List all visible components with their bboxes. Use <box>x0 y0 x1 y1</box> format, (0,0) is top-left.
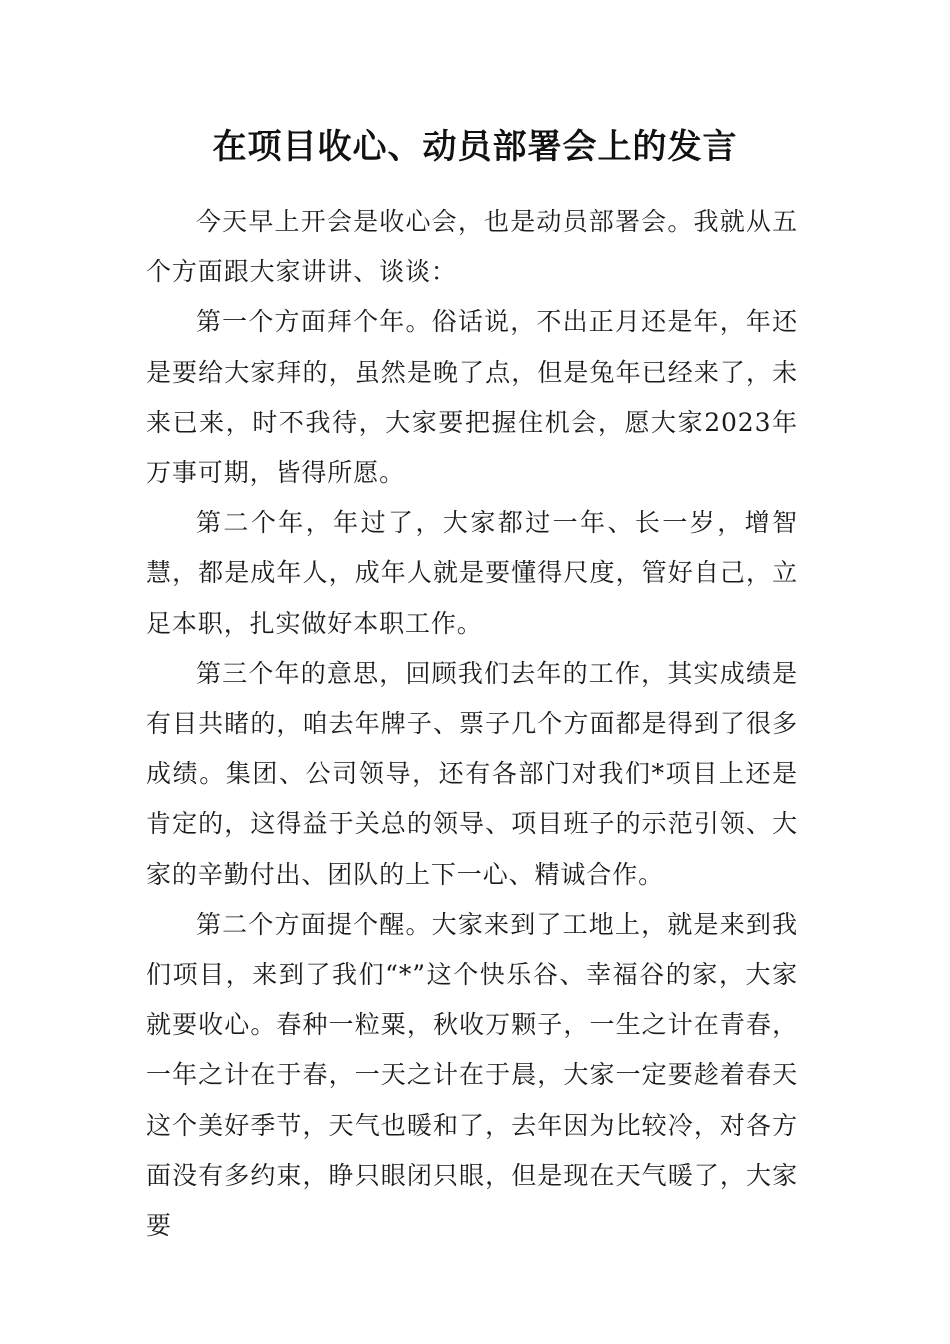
document-title: 在项目收心、动员部署会上的发言 <box>212 127 738 167</box>
paragraph-new-year-greeting: 第一个方面拜个年。俗话说，不出正月还是年，年还是要给大家拜的，虽然是晚了点，但是兔年已经来了，未来已来，时不我待，大家要把握住机会，愿大家2023年万事可期，皆得所愿。 <box>146 307 798 488</box>
paragraph-second-year: 第二个年，年过了，大家都过一年、长一岁，增智慧，都是成年人，成年人就是要懂得尺度，管好自己，立足本职，扎实做好本职工作。 <box>146 508 798 638</box>
paragraph-reminder: 第二个方面提个醒。大家来到了工地上，就是来到我们项目，来到了我们“*”这个快乐谷、幸福谷的家，大家就要收心。春种一粒粟，秋收万颗子，一生之计在青春，一年之计在于春，一天之计在于晨，大家一定要趁着春天这个美好季节，天气也暖和了，去年因为比较冷，对各方面没有多约束，睁只眼闭只眼，但是现在天气暖了，大家要 <box>146 909 798 1241</box>
paragraph-opening: 今天早上开会是收心会，也是动员部署会。我就从五个方面跟大家讲讲、谈谈： <box>146 207 798 287</box>
paragraph-third-year: 第三个年的意思，回顾我们去年的工作，其实成绩是有目共睹的，咱去年牌子、票子几个方面都是得到了很多成绩。集团、公司领导，还有各部门对我们*项目上还是肯定的，这得益于关总的领导、项目班子的示范引领、大家的辛勤付出、团队的上下一心、精诚合作。 <box>146 658 798 889</box>
document-body <box>146 197 798 1251</box>
